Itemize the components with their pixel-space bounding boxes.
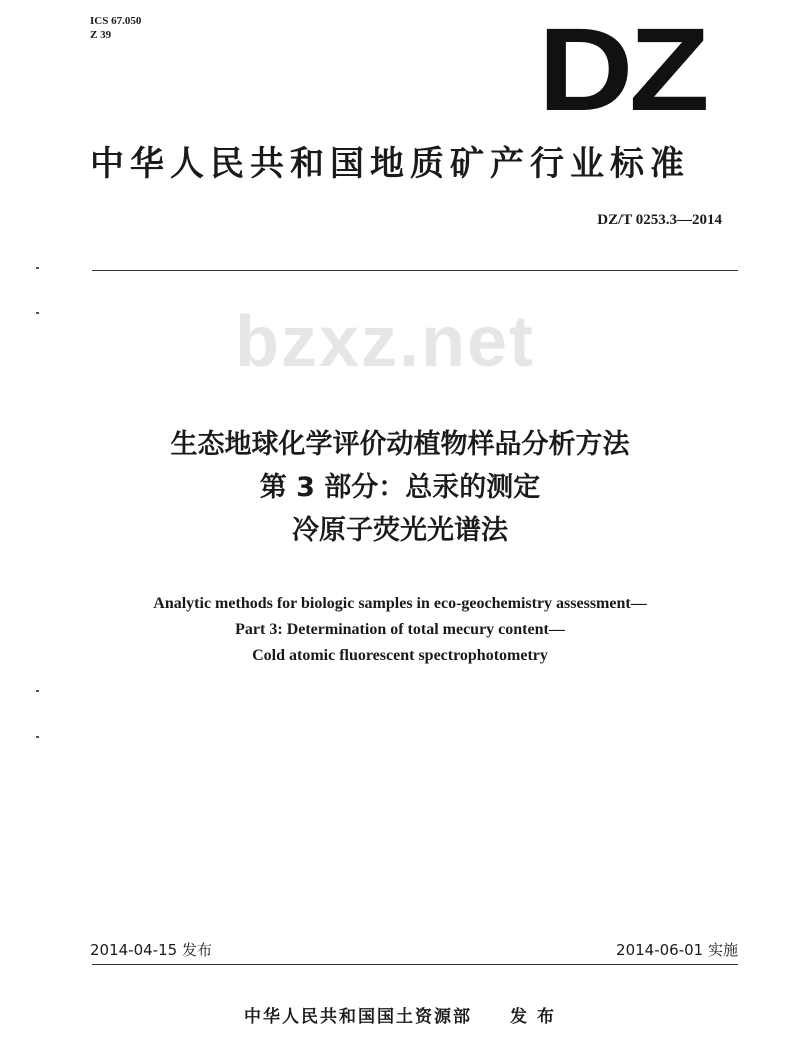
scan-mark bbox=[36, 312, 39, 314]
bottom-divider bbox=[92, 964, 738, 965]
classification-codes bbox=[90, 14, 141, 42]
ccs-code: Z 39 bbox=[90, 29, 112, 41]
title-line: Analytic methods for biologic samples in eco-geochemistry assessment— bbox=[153, 595, 647, 612]
top-divider bbox=[92, 270, 738, 271]
standard-number: DZ/T 0253.3—2014 bbox=[597, 212, 722, 228]
title-line: 冷原子荧光光谱法 bbox=[292, 515, 508, 546]
chinese-title bbox=[0, 423, 800, 552]
standard-category: 中华人民共和国地质矿产行业标准 bbox=[90, 144, 690, 184]
scan-mark bbox=[36, 736, 39, 738]
ics-code: ICS 67.050 bbox=[90, 15, 142, 27]
scan-mark bbox=[36, 267, 39, 269]
english-title bbox=[0, 591, 800, 669]
dz-logo: DZ bbox=[538, 4, 706, 136]
issue-date: 2014-04-15 发布 bbox=[90, 941, 212, 959]
title-line: Part 3: Determination of total mecury content— bbox=[235, 621, 565, 638]
watermark: bzxz.net bbox=[235, 302, 536, 382]
issuer: 中华人民共和国国土资源部 发 布 bbox=[244, 1007, 556, 1027]
title-line: Cold atomic fluorescent spectrophotometry bbox=[252, 647, 548, 664]
effective-date: 2014-06-01 实施 bbox=[616, 941, 738, 959]
scan-mark bbox=[36, 690, 39, 692]
title-line: 第 3 部分：总汞的测定 bbox=[259, 472, 541, 503]
title-line: 生态地球化学评价动植物样品分析方法 bbox=[170, 429, 630, 460]
